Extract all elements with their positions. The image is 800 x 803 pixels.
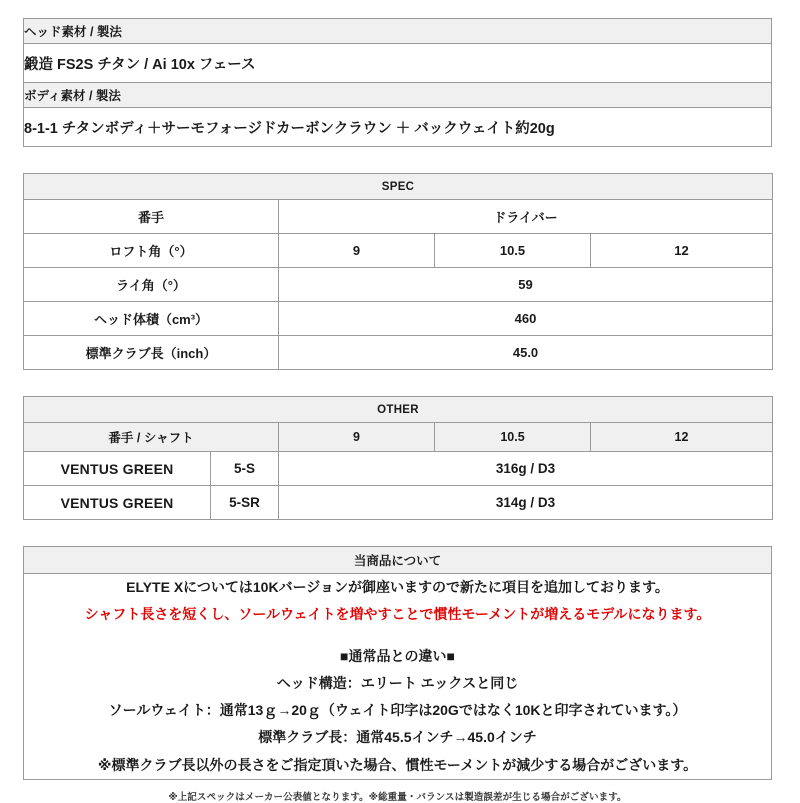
spec-title-row xyxy=(24,174,773,200)
materials-table xyxy=(23,18,772,147)
other-shaft-value-1: 314g / D3 xyxy=(279,486,773,520)
spec-label-lie: ライ角（°） xyxy=(24,268,279,302)
notice-inner-spacer xyxy=(24,629,771,643)
other-shaft-name-1: VENTUS GREEN xyxy=(24,486,211,520)
spec-value-loft-105: 10.5 xyxy=(435,234,591,268)
other-shaft-name-0: VENTUS GREEN xyxy=(24,452,211,486)
spec-row-lie xyxy=(24,268,773,302)
notice-body-row xyxy=(24,574,772,780)
other-header-label: 番手 / シャフト xyxy=(24,423,279,452)
notice-body xyxy=(24,574,772,780)
head-material-value-row xyxy=(24,44,772,83)
table-row xyxy=(24,452,773,486)
spec-row-volume xyxy=(24,302,773,336)
notice-title-row xyxy=(24,547,772,574)
table-row xyxy=(24,486,773,520)
notice-diff-line-1: ヘッド構造：エリート エックスと同じ xyxy=(276,674,519,691)
body-material-label-row xyxy=(24,83,772,108)
notice-table xyxy=(23,546,772,780)
spec-row-loft xyxy=(24,234,773,268)
notice-title: 当商品について xyxy=(24,547,772,574)
notice-diff-line-3: 標準クラブ長：通常45.5インチ→45.0インチ xyxy=(258,729,537,746)
other-title-row xyxy=(24,397,773,423)
notice-diff-heading: ■通常品との違い■ xyxy=(340,647,455,664)
spec-club-type: ドライバー xyxy=(279,200,773,234)
other-table xyxy=(23,396,773,520)
other-shaft-value-0: 316g / D3 xyxy=(279,452,773,486)
body-material-value-row xyxy=(24,108,772,147)
spacer-other-notice xyxy=(23,520,772,546)
other-header-loft-12: 12 xyxy=(591,423,773,452)
body-material-label: ボディ素材 / 製法 xyxy=(24,83,772,108)
spec-value-length: 45.0 xyxy=(279,336,773,370)
spec-value-loft-12: 12 xyxy=(591,234,773,268)
other-title: OTHER xyxy=(24,397,773,423)
other-header-loft-105: 10.5 xyxy=(435,423,591,452)
notice-line-1: ELYTE Xについては10Kバージョンが御座いますので新たに項目を追加しております。 xyxy=(126,579,669,595)
spec-label-volume: ヘッド体積（cm³） xyxy=(24,302,279,336)
other-shaft-flex-1: 5-SR xyxy=(211,486,279,520)
footnote: ※上記スペックはメーカー公表値となります。※総重量・バランスは製造誤差が生じる場合がございます。 xyxy=(168,792,627,803)
spec-value-loft-9: 9 xyxy=(279,234,435,268)
head-material-label: ヘッド素材 / 製法 xyxy=(24,19,772,44)
notice-diff-line-4: ※標準クラブ長以外の長さをご指定頂いた場合、慣性モーメントが減少する場合がございます。 xyxy=(97,756,698,773)
spec-row-length xyxy=(24,336,773,370)
body-material-value: 8-1-1 チタンボディ＋サーモフォージドカーボンクラウン ＋ バックウェイト約20g xyxy=(24,108,772,147)
spec-club-row xyxy=(24,200,773,234)
other-shaft-flex-0: 5-S xyxy=(211,452,279,486)
head-material-value: 鍛造 FS2S チタン / Ai 10x フェース xyxy=(24,44,772,83)
head-material-label-row xyxy=(24,19,772,44)
spec-label-length: 標準クラブ長（inch） xyxy=(24,336,279,370)
spec-club-label: 番手 xyxy=(24,200,279,234)
spec-title: SPEC xyxy=(24,174,773,200)
notice-line-2: シャフト長さを短くし、ソールウェイトを増やすことで慣性モーメントが増えるモデルになります。 xyxy=(84,606,711,623)
spec-table xyxy=(23,173,773,370)
spacer-materials-spec xyxy=(23,147,772,173)
notice-diff-line-2: ソールウェイト：通常13ｇ→20ｇ（ウェイト印字は20Gではなく10Kと印字されています。） xyxy=(108,702,687,719)
spacer-spec-other xyxy=(23,370,772,396)
spec-value-volume: 460 xyxy=(279,302,773,336)
other-header-loft-9: 9 xyxy=(279,423,435,452)
spec-label-loft: ロフト角（°） xyxy=(24,234,279,268)
other-header-row xyxy=(24,423,773,452)
spec-value-lie: 59 xyxy=(279,268,773,302)
